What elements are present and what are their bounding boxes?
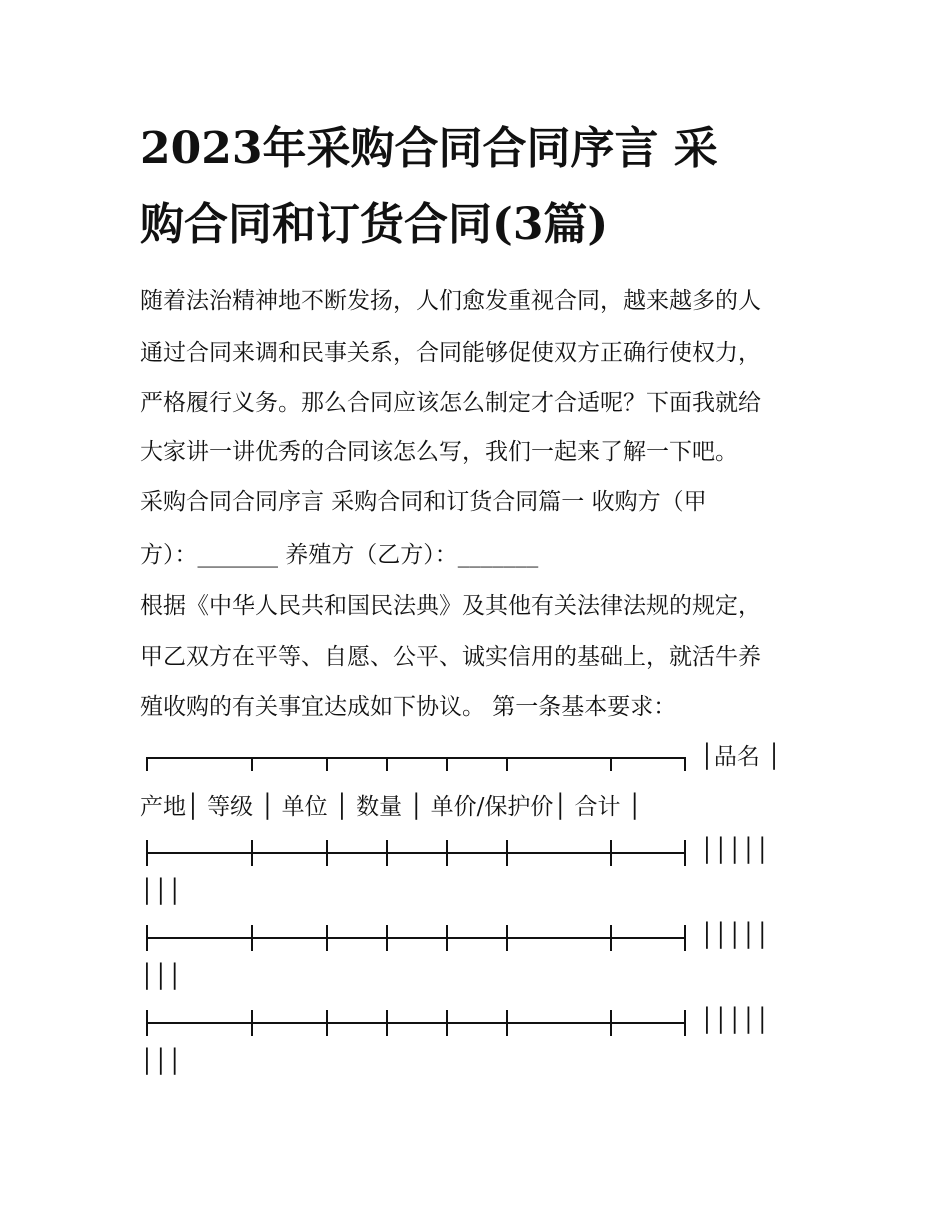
document-title-line-2: 购合同和订货合同(3篇) (140, 199, 609, 250)
section-heading-line: 采购合同合同序言 采购合同和订货合同篇一 收购方（甲 (140, 489, 707, 515)
party-info-line: 方）：_______ 养殖方（乙方）：_______ (140, 542, 539, 568)
intro-paragraph-line: 严格履行义务。那么合同应该怎么制定才合适呢？下面我就给 (140, 390, 761, 416)
table-row-tail: │││││ (700, 838, 770, 864)
table-row-tail: │││││ (700, 1008, 770, 1034)
clause-paragraph-line: 甲乙双方在平等、自愿、公平、诚实信用的基础上，就活牛养 (140, 644, 761, 670)
intro-paragraph-line: 大家讲一讲优秀的合同该怎么写，我们一起来了解一下吧。 (140, 439, 738, 465)
table-header-tail: │品名 │ (700, 744, 782, 770)
document-title-line-1: 2023年采购合同合同序言 采 (140, 123, 718, 174)
clause-paragraph-line: 殖收购的有关事宜达成如下协议。 第一条基本要求： (140, 694, 677, 720)
intro-paragraph-line: 通过合同来调和民事关系，合同能够促使双方正确行使权力， (140, 340, 761, 366)
table-row-tail: │││││ (700, 923, 770, 949)
table-row-tail: │││ (140, 879, 182, 905)
intro-paragraph-line: 随着法治精神地不断发扬，人们愈发重视合同，越来越多的人 (140, 288, 761, 314)
clause-paragraph-line: 根据《中华人民共和国民法典》及其他有关法律法规的规定， (140, 593, 761, 619)
table-header-row: 产地│ 等级 │ 单位 │ 数量 │ 单价/保护价│ 合计 │ (140, 794, 642, 820)
table-row-tail: │││ (140, 1049, 182, 1075)
table-row-tail: │││ (140, 964, 182, 990)
